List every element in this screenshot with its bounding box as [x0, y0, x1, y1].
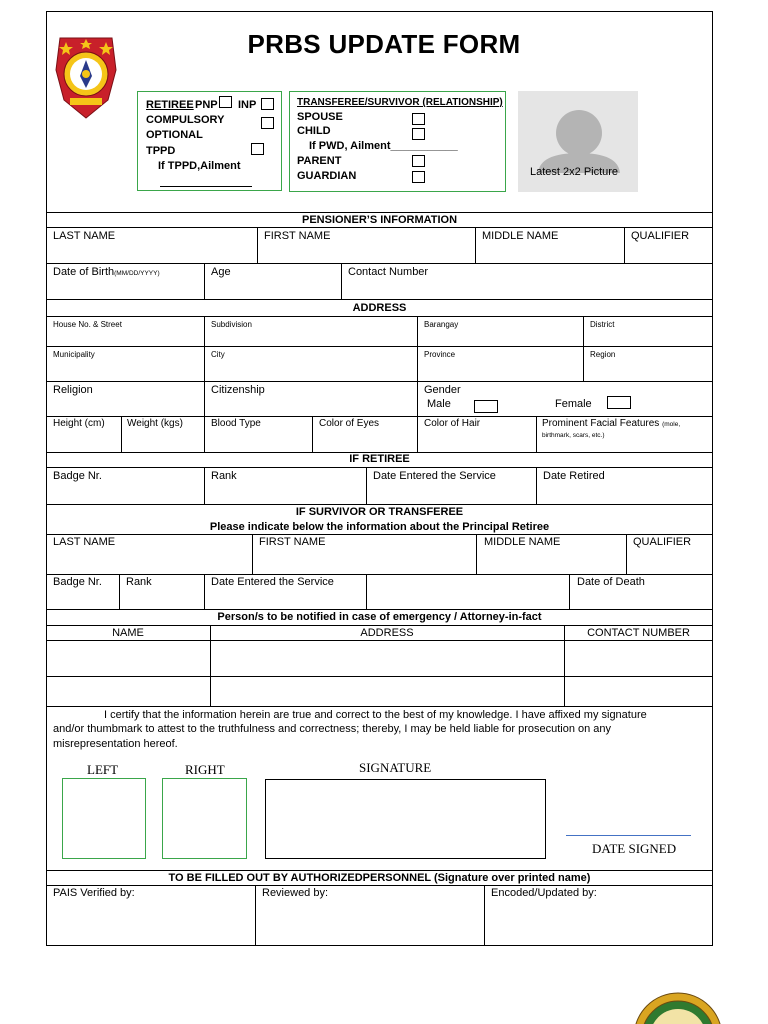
photo-label: Latest 2x2 Picture	[530, 166, 619, 178]
religion-label: Religion	[53, 384, 93, 396]
signature-box[interactable]	[265, 779, 546, 859]
emergency-name-label: NAME	[112, 627, 144, 639]
reviewed-by-label: Reviewed by:	[262, 887, 329, 899]
address-header: ADDRESS	[352, 302, 407, 314]
photo-placeholder[interactable]	[518, 91, 638, 192]
tppd-ailment-line[interactable]	[160, 186, 252, 187]
survivor-header: IF SURVIVOR OR TRANSFEREE	[295, 506, 464, 518]
pais-verified-label: PAIS Verified by:	[53, 887, 135, 899]
child-checkbox[interactable]	[412, 128, 425, 140]
gender-label: Gender	[424, 384, 461, 396]
blood-type-label: Blood Type	[211, 418, 261, 429]
left-thumbmark-box[interactable]	[62, 778, 146, 859]
pnp-label: PNP	[195, 99, 218, 111]
retiree-badge-label: Badge Nr.	[53, 470, 102, 482]
male-checkbox[interactable]	[474, 400, 498, 413]
benefits-seal-icon	[628, 992, 728, 1024]
guardian-label: GUARDIAN	[297, 170, 357, 182]
left-thumb-label: LEFT	[87, 762, 119, 777]
dob-label: Date of Birth(MM/DD/YYYY)	[53, 266, 160, 278]
city-label: City	[211, 350, 225, 359]
eye-color-label: Color of Eyes	[319, 418, 380, 429]
weight-label: Weight (kgs)	[127, 418, 183, 429]
authorized-header: TO BE FILLED OUT BY AUTHORIZEDPERSONNEL (Signature over printed name)	[168, 872, 591, 884]
child-label: CHILD	[297, 125, 331, 137]
date-signed-label: DATE SIGNED	[592, 841, 677, 856]
district-label: District	[590, 320, 615, 329]
inp-checkbox[interactable]	[261, 98, 274, 110]
tppd-ailment-label: If TPPD,Ailment	[158, 160, 241, 172]
first-name-label: FIRST NAME	[264, 230, 331, 242]
principal-last-name-label: LAST NAME	[53, 536, 116, 548]
parent-checkbox[interactable]	[412, 155, 425, 167]
citizenship-label: Citizenship	[211, 384, 265, 396]
facial-features-label: Prominent Facial Features (mole,	[542, 418, 681, 429]
subdivision-label: Subdivision	[211, 320, 252, 329]
certification-line-2: and/or thumbmark to attest to the truthfulness and correctness; thereby, I may be held liable for prosecution on any	[53, 723, 612, 735]
male-label: Male	[427, 398, 451, 410]
retiree-rank-label: Rank	[211, 470, 237, 482]
hair-color-label: Color of Hair	[424, 418, 481, 429]
date-of-death-label: Date of Death	[577, 576, 645, 588]
principal-badge-label: Badge Nr.	[53, 576, 102, 588]
spouse-checkbox[interactable]	[412, 113, 425, 125]
guardian-checkbox[interactable]	[412, 171, 425, 183]
pwd-ailment-label: If PWD, Ailment___________	[309, 140, 458, 152]
barangay-label: Barangay	[424, 320, 459, 329]
principal-qualifier-label: QUALIFIER	[633, 536, 692, 548]
principal-date-entered-label: Date Entered the Service	[211, 576, 334, 588]
transferee-header: TRANSFEREE/SURVIVOR (RELATIONSHIP)	[297, 97, 503, 108]
tppd-label: TPPD	[146, 145, 176, 157]
height-label: Height (cm)	[53, 418, 105, 429]
pensioner-header: PENSIONER’S INFORMATION	[301, 214, 458, 226]
retiree-label: RETIREE	[146, 99, 194, 111]
date-retired-label: Date Retired	[543, 470, 605, 482]
certification-line-3: misrepresentation hereof.	[53, 738, 178, 750]
female-label: Female	[555, 398, 592, 410]
province-label: Province	[424, 350, 456, 359]
emergency-header: Person/s to be notified in case of emergency / Attorney-in-fact	[217, 611, 542, 623]
signature-label: SIGNATURE	[359, 760, 432, 775]
principal-rank-label: Rank	[126, 576, 152, 588]
tppd-checkbox[interactable]	[251, 143, 264, 155]
house-label: House No. & Street	[53, 320, 122, 329]
survivor-subheader: Please indicate below the information about the Principal Retiree	[209, 521, 550, 533]
last-name-label: LAST NAME	[53, 230, 116, 242]
retiree-date-entered-label: Date Entered the Service	[373, 470, 496, 482]
compulsory-label: COMPULSORY	[146, 114, 225, 126]
right-thumbmark-box[interactable]	[162, 778, 247, 859]
certification-line-1: I certify that the information herein are true and correct to the best of my knowledge. I have affixed my signature	[104, 709, 647, 721]
optional-label: OPTIONAL	[146, 129, 203, 141]
qualifier-label: QUALIFIER	[631, 230, 690, 242]
retiree-header: IF RETIREE	[349, 453, 410, 465]
compulsory-checkbox[interactable]	[261, 117, 274, 129]
parent-label: PARENT	[297, 155, 342, 167]
contact-label: Contact Number	[348, 266, 429, 278]
female-checkbox[interactable]	[607, 396, 631, 409]
emergency-address-label: ADDRESS	[360, 627, 414, 639]
middle-name-label: MIDDLE NAME	[482, 230, 559, 242]
age-label: Age	[211, 266, 231, 278]
emergency-contact-label: CONTACT NUMBER	[587, 627, 690, 639]
principal-middle-name-label: MIDDLE NAME	[484, 536, 561, 548]
date-signed-line[interactable]	[566, 835, 691, 836]
form-title: PRBS UPDATE FORM	[247, 29, 521, 59]
spouse-label: SPOUSE	[297, 111, 343, 123]
encoded-by-label: Encoded/Updated by:	[491, 887, 597, 899]
pnp-checkbox[interactable]	[219, 96, 232, 108]
principal-first-name-label: FIRST NAME	[259, 536, 326, 548]
right-thumb-label: RIGHT	[185, 762, 225, 777]
facial-features-note: birthmark, scars, etc.)	[542, 432, 605, 439]
municipality-label: Municipality	[53, 350, 95, 359]
inp-label: INP	[238, 99, 257, 111]
region-label: Region	[590, 350, 616, 359]
